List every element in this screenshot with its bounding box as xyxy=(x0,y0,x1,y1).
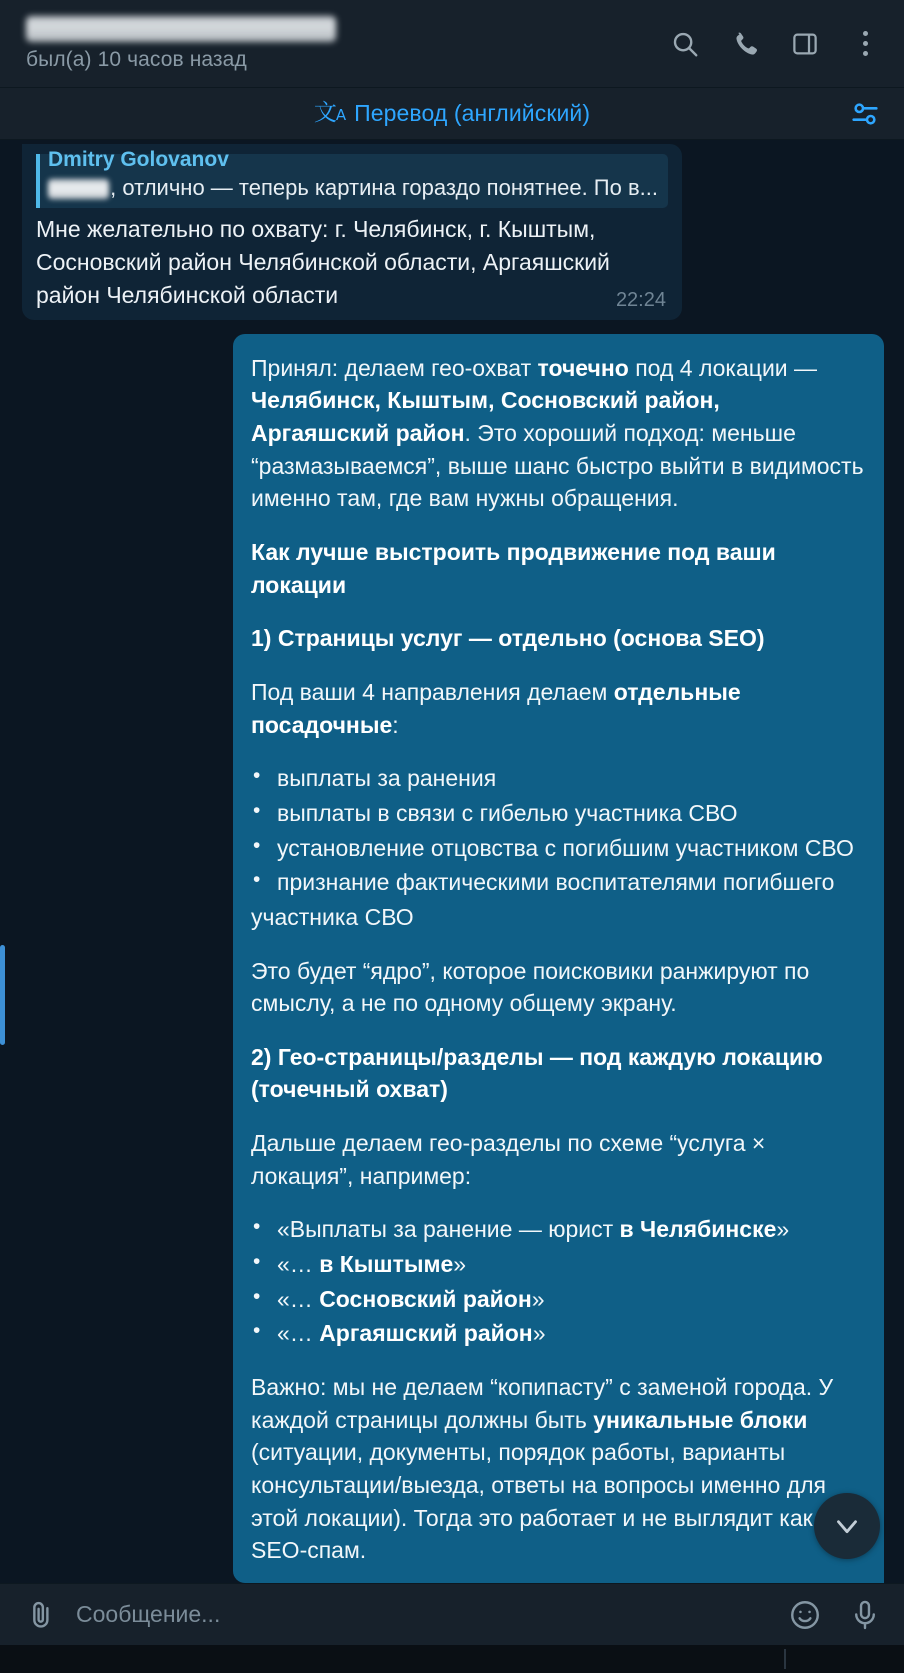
message-bullet-item xyxy=(251,1248,864,1281)
search-icon[interactable] xyxy=(670,29,700,59)
plain-text: «… xyxy=(277,1251,320,1278)
bold-text: Аргаяшский район xyxy=(319,1320,533,1347)
message-bullet-item: • установление отцовства с погибшим участником СВО xyxy=(251,832,864,865)
bold-text: точечно xyxy=(537,354,629,381)
message-bullet-item xyxy=(251,1283,864,1316)
reply-quote-preview xyxy=(48,173,658,204)
plain-text: » xyxy=(776,1216,790,1243)
bold-text: уникальные блоки xyxy=(593,1406,808,1433)
translate-label: Перевод (английский) xyxy=(354,100,591,126)
plain-text: «Выплаты за ранение — юрист xyxy=(277,1216,620,1243)
scroll-to-bottom-button[interactable] xyxy=(814,1493,880,1559)
redacted-name-block xyxy=(48,179,109,199)
contact-name-redacted xyxy=(26,16,336,42)
message-bullet-item xyxy=(251,1213,864,1246)
composer-actions xyxy=(788,1598,882,1632)
plain-text: : xyxy=(392,711,399,738)
more-vertical-icon[interactable] xyxy=(850,29,880,59)
sidebar-panel-icon[interactable] xyxy=(790,29,820,59)
message-bullet-item: • выплаты за ранения xyxy=(251,762,864,795)
plain-text: Дальше делаем гео-разделы по схеме “услуга × локация”, например: xyxy=(251,1130,766,1189)
message-timestamp: 22:24 xyxy=(615,288,666,311)
message-paragraph xyxy=(251,352,864,515)
system-navigation-bar xyxy=(0,1645,904,1673)
plain-text: Под ваши 4 направления делаем xyxy=(251,678,614,705)
translate-bar xyxy=(0,88,904,140)
plain-text: «… xyxy=(277,1285,320,1312)
message-paragraph xyxy=(251,536,864,601)
message-paragraph xyxy=(251,622,864,655)
bold-text: 2) Гео-страницы/разделы — под каждую локацию (точечный охват) xyxy=(251,1043,823,1103)
message-paragraph xyxy=(251,1127,864,1192)
message-composer xyxy=(0,1583,904,1645)
plain-text: Это будет “ядро”, которое поисковики ранжируют по смыслу, а не по одному общему экрану. xyxy=(251,957,810,1017)
chat-scrollbar-thumb[interactable] xyxy=(0,945,5,1045)
plain-text: Принял: делаем гео-охват xyxy=(251,354,538,381)
bold-text: отдельные посадочные xyxy=(251,678,741,738)
contact-status: был(а) 10 часов назад xyxy=(26,47,247,71)
message-bullet-item: • выплаты в связи с гибелью участника СВО xyxy=(251,797,864,830)
bold-text: в Челябинске xyxy=(619,1216,777,1243)
message-paragraph xyxy=(251,955,864,1020)
phone-icon[interactable] xyxy=(730,29,760,59)
message-bullet-list xyxy=(251,762,864,933)
translate-toggle[interactable] xyxy=(314,100,590,127)
plain-text: «… xyxy=(277,1320,320,1347)
translate-icon: 文 A xyxy=(313,100,346,126)
chat-scrollbar[interactable] xyxy=(0,140,5,1583)
sliders-icon[interactable] xyxy=(848,97,882,131)
message-text-incoming-value: Мне желательно по охвату: г. Челябинск, г. Кыштым, Сосновский район Челябинской области, Аргаяшский район Челябинской области xyxy=(36,216,610,308)
bold-text: Сосновский район xyxy=(319,1285,532,1312)
bold-text: 1) Страницы услуг — отдельно (основа SEO) xyxy=(251,625,765,652)
message-text-incoming xyxy=(36,213,668,312)
message-bullet-item xyxy=(251,1317,864,1350)
message-list[interactable] xyxy=(0,140,904,1583)
chevron-down-icon xyxy=(830,1509,864,1543)
message-input[interactable] xyxy=(76,1601,770,1628)
plain-text: под 4 локации — xyxy=(628,354,818,381)
plain-text: » xyxy=(532,1320,546,1347)
bold-text: Как лучше выстроить продвижение под ваши локации xyxy=(251,538,776,598)
message-bubble-incoming[interactable] xyxy=(22,144,682,320)
message-paragraph xyxy=(251,1041,864,1106)
message-bullet-list xyxy=(251,1213,864,1350)
chat-header-actions xyxy=(670,29,886,59)
plain-text: Важно: мы не делаем “копипасту” с заменой города. У каждой страницы должны быть xyxy=(251,1374,834,1433)
bold-text: в Кыштыме xyxy=(319,1251,454,1278)
bold-text: Челябинск, Кыштым, Сосновский район, Аргаяшский район xyxy=(251,387,720,446)
plain-text: » xyxy=(453,1251,467,1278)
reply-quote-author: Dmitry Golovanov xyxy=(48,148,229,171)
plain-text: (ситуации, документы, порядок работы, варианты консультации/выезда, ответы на вопросы именно для этой локации). Тогда это работает и не выглядит как SEO-спам. xyxy=(251,1439,826,1564)
message-bullet-item: • признание фактическими воспитателями погибшего xyxy=(251,866,864,899)
microphone-icon[interactable] xyxy=(848,1598,882,1632)
message-paragraph xyxy=(251,1371,864,1567)
message-bullet-item: участника СВО xyxy=(251,903,414,930)
message-bubble-outgoing[interactable] xyxy=(233,334,884,1583)
smiley-icon[interactable] xyxy=(788,1598,822,1632)
chat-header-info[interactable] xyxy=(26,16,670,72)
paperclip-icon[interactable] xyxy=(24,1598,58,1632)
chat-header xyxy=(0,0,904,88)
plain-text: . Это хороший подход: меньше “размазываемся”, выше шанс быстро выйти в видимость именно там, где вам нужны обращения. xyxy=(251,419,864,512)
reply-quote[interactable] xyxy=(36,148,668,208)
reply-quote-preview-text: , отлично — теперь картина гораздо понятнее. По в... xyxy=(110,175,658,201)
plain-text: » xyxy=(531,1285,545,1312)
message-paragraph xyxy=(251,676,864,741)
